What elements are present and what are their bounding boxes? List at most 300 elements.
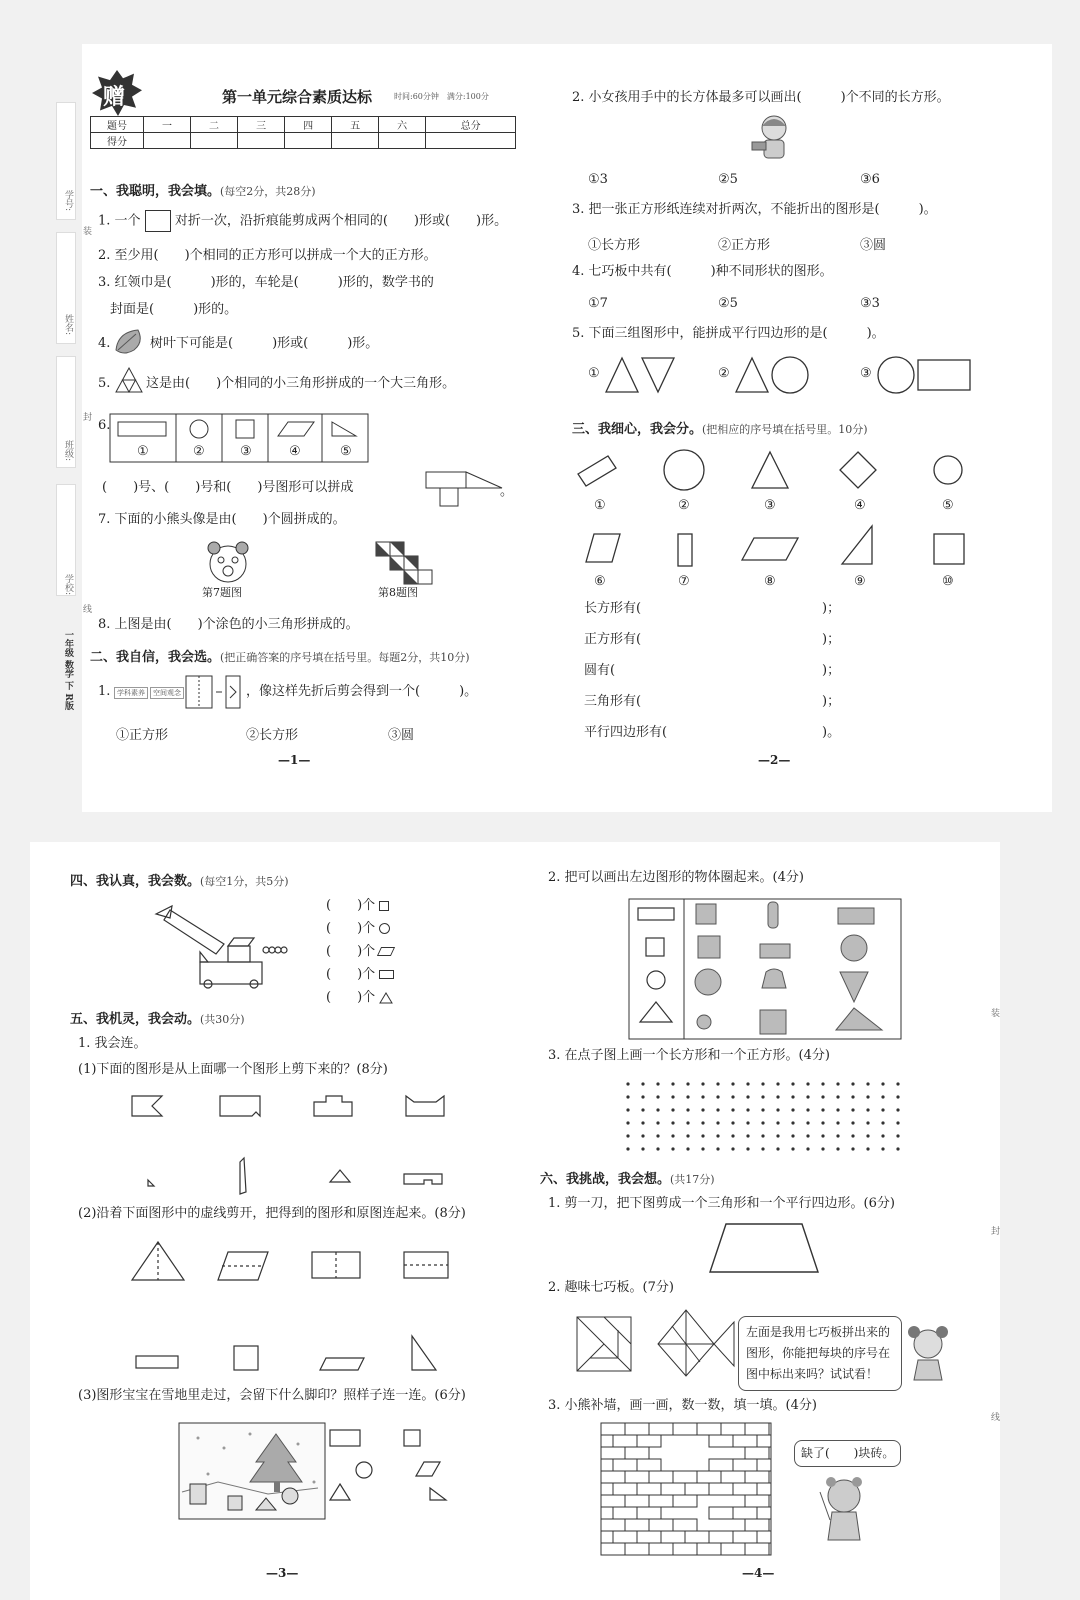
brick [769,1447,771,1459]
q2-2-opt-1[interactable]: ①3 [588,172,608,187]
brick [613,1459,637,1471]
grid-dot[interactable] [866,1082,869,1085]
grid-dot[interactable] [866,1121,869,1124]
grid-dot[interactable] [671,1121,674,1124]
grid-dot[interactable] [746,1082,749,1085]
brick [745,1447,769,1459]
grid-dot[interactable] [791,1095,794,1098]
triangle-and-circle [734,356,810,394]
grid-dot[interactable] [896,1082,899,1085]
score-head: 一 [144,117,191,133]
grid-dot[interactable] [716,1095,719,1098]
triangle-of-triangles-icon [114,366,144,394]
brick [601,1543,625,1555]
grid-dot[interactable] [896,1147,899,1150]
grid-dot[interactable] [686,1134,689,1137]
shape-num-8: ⑧ [764,574,776,589]
score-cell[interactable] [379,133,426,149]
q6-shapes-panel [110,414,368,462]
grid-dot[interactable] [641,1108,644,1111]
bubble-line: 图形，你能把每块的序号在 [746,1346,891,1360]
brick [601,1471,625,1483]
grid-dot[interactable] [746,1108,749,1111]
grid-dot[interactable] [641,1147,644,1150]
brick [649,1423,673,1435]
brick [709,1459,733,1471]
shape-num-6: ⑥ [594,574,606,589]
tag-literacy: 学科素养 [114,687,148,699]
page-number-3: —3— [266,1566,299,1580]
score-cell[interactable] [191,133,238,149]
q2-2: 2. 小女孩用手中的长方体最多可以画出( )个不同的长方形。 [572,90,950,105]
grid-dot[interactable] [776,1147,779,1150]
q2-1-opt-2[interactable]: ②长方形 [246,728,299,743]
grid-dot[interactable] [776,1121,779,1124]
brick [757,1507,771,1519]
brick [601,1483,613,1495]
grid-dot[interactable] [746,1121,749,1124]
brick [709,1507,733,1519]
grid-dot[interactable] [821,1147,824,1150]
grid-dot[interactable] [731,1134,734,1137]
shape-num-5: ⑤ [942,498,954,513]
q2-3-opt-3[interactable]: ③圆 [860,238,887,253]
brick [733,1507,757,1519]
brick [625,1543,649,1555]
score-table [90,116,516,149]
grid-dot[interactable] [881,1121,884,1124]
grid-dot[interactable] [716,1082,719,1085]
grid-dot[interactable] [866,1108,869,1111]
brick [625,1471,649,1483]
q6-1: 1. 剪一刀，把下图剪成一个三角形和一个平行四边形。(6分) [548,1196,895,1211]
grid-dot[interactable] [671,1108,674,1111]
grid-dot[interactable] [626,1134,629,1137]
grid-dot[interactable] [656,1082,659,1085]
q2-5-opt-3[interactable]: ③ [860,366,872,381]
grid-dot[interactable] [821,1108,824,1111]
grid-dot[interactable] [686,1108,689,1111]
brick [733,1459,757,1471]
grid-dot[interactable] [716,1134,719,1137]
grid-dot[interactable] [731,1095,734,1098]
grid-dot[interactable] [701,1147,704,1150]
grid-dot[interactable] [806,1108,809,1111]
brick [709,1435,733,1447]
shape-num-3: ③ [764,498,776,513]
grid-dot[interactable] [866,1134,869,1137]
brick [745,1495,769,1507]
brick [673,1471,697,1483]
q5-3: 3. 在点子图上画一个长方形和一个正方形。(4分) [548,1048,830,1063]
grid-dot[interactable] [626,1121,629,1124]
grid-dot[interactable] [731,1121,734,1124]
grid-dot[interactable] [761,1095,764,1098]
brick [673,1495,697,1507]
grid-dot[interactable] [671,1134,674,1137]
side-mark-1: 装 [81,226,91,235]
grid-dot[interactable] [761,1147,764,1150]
q2-3-opt-2[interactable]: ②正方形 [718,238,771,253]
brick [673,1519,697,1531]
tangram-speech-bubble [738,1316,902,1391]
caption-q8: 第8题图 [378,586,418,599]
brick [613,1435,637,1447]
brick [769,1471,771,1483]
brick [721,1471,745,1483]
section-3-title: 三、我细心，我会分。(把相应的序号填在括号里。10分) [572,422,868,437]
brick [601,1459,613,1471]
grid-dot[interactable] [791,1121,794,1124]
grid-dot[interactable] [806,1121,809,1124]
answer-line-triangle-end: )； [822,694,841,709]
grid-dot[interactable] [791,1134,794,1137]
shape-num-1: ① [594,498,606,513]
grid-dot[interactable] [791,1147,794,1150]
brick [685,1483,709,1495]
grid-dot[interactable] [851,1121,854,1124]
q2-5-opt-1[interactable]: ① [588,366,600,381]
grid-dot[interactable] [776,1082,779,1085]
grid-dot[interactable] [821,1134,824,1137]
brick [637,1435,661,1447]
brick [601,1519,625,1531]
grid-dot[interactable] [836,1082,839,1085]
grid-dot[interactable] [776,1095,779,1098]
grid-dot[interactable] [716,1108,719,1111]
q6-label-5: ⑤ [340,444,352,459]
grid-dot[interactable] [701,1095,704,1098]
count-row-rectangle: ( )个 [326,967,394,983]
grid-dot[interactable] [656,1108,659,1111]
grid-dot[interactable] [641,1134,644,1137]
grid-dot[interactable] [836,1134,839,1137]
page-number-1: —1— [278,753,311,767]
grid-dot[interactable] [851,1134,854,1137]
brick [625,1519,649,1531]
grid-dot[interactable] [881,1134,884,1137]
brick [697,1423,721,1435]
grid-dot[interactable] [896,1134,899,1137]
right-mark-3: 线 [989,1412,999,1421]
brick [649,1471,673,1483]
right-mark-2: 封 [989,1226,999,1235]
brick [769,1423,771,1435]
grid-dot[interactable] [881,1082,884,1085]
q1-8: 8. 上图是由( )个涂色的小三角形拼成的。 [98,617,359,632]
grid-dot[interactable] [866,1147,869,1150]
grid-dot[interactable] [686,1095,689,1098]
q1-6: 6. [98,418,111,433]
q2-4-opt-1[interactable]: ①7 [588,296,608,311]
brick [637,1507,661,1519]
q1-4: 4. [98,336,111,351]
grid-dot[interactable] [686,1121,689,1124]
brick [637,1483,661,1495]
brick [757,1483,771,1495]
tag-spatial: 空间观念 [150,687,184,699]
brick [733,1483,757,1495]
brick [649,1519,673,1531]
grid-dot[interactable] [761,1082,764,1085]
brick [625,1423,649,1435]
grid-dot[interactable] [671,1082,674,1085]
grid-dot[interactable] [701,1082,704,1085]
small-square-box [145,210,171,232]
section-2-title: 二、我自信，我会选。(把正确答案的序号填在括号里。每题2分，共10分) [90,650,470,665]
side-label-school: 学校: [63,574,73,596]
brick [745,1471,769,1483]
shape-num-4: ④ [854,498,866,513]
brick [637,1531,661,1543]
brick [769,1543,771,1555]
q6-label-3: ③ [240,444,252,459]
q1-1: 1. 一个 对折一次，沿折痕能剪成两个相同的( )形或( )形。 [98,210,507,232]
bear-avatar [814,1472,874,1542]
q6-label-2: ② [193,444,205,459]
sheet-pages-1-2 [82,44,1052,812]
grid-dot[interactable] [671,1095,674,1098]
brick [769,1519,771,1531]
grid-dot[interactable] [896,1108,899,1111]
count-row-square: ( )个 [326,898,389,914]
spine-label: 一年级 数学 下 R版 [63,630,73,710]
answer-line-parallelogram-end: )。 [822,725,841,740]
grid-dot[interactable] [881,1095,884,1098]
score-cell[interactable] [332,133,379,149]
brick [625,1447,649,1459]
grid-dot[interactable] [701,1108,704,1111]
q6-label-4: ④ [289,444,301,459]
grid-dot[interactable] [716,1121,719,1124]
score-cell[interactable] [238,133,285,149]
brick [613,1507,637,1519]
answer-line-circle: 圆有( [584,663,616,678]
grid-dot[interactable] [656,1121,659,1124]
grid-dot[interactable] [791,1108,794,1111]
brick [601,1447,625,1459]
grid-dot[interactable] [821,1121,824,1124]
circle-and-rectangle [878,356,972,394]
q2-1-opt-3[interactable]: ③圆 [388,728,415,743]
grid-dot[interactable] [761,1108,764,1111]
dashed-cut-shapes [130,1238,470,1378]
grid-dot[interactable] [836,1108,839,1111]
grid-dot[interactable] [641,1121,644,1124]
dot-grid [622,1080,902,1154]
grid-dot[interactable] [626,1108,629,1111]
side-label-name: 姓名: [63,314,73,336]
grid-dot[interactable] [626,1147,629,1150]
grid-dot[interactable] [641,1082,644,1085]
q5-1-3: (3)图形宝宝在雪地里走过，会留下什么脚印？照样子连一连。(6分) [78,1388,466,1403]
brick [661,1483,685,1495]
grid-dot[interactable] [746,1134,749,1137]
brick-wall [600,1422,772,1556]
grid-dot[interactable] [791,1082,794,1085]
grid-dot[interactable] [806,1134,809,1137]
fold-cut-figure [186,674,244,710]
grid-dot[interactable] [686,1147,689,1150]
grid-dot[interactable] [896,1121,899,1124]
q5-2: 2. 把可以画出左边图形的物体圈起来。(4分) [548,870,804,885]
grid-dot[interactable] [836,1147,839,1150]
q2-4: 4. 七巧板中共有( )种不同形状的图形。 [572,264,833,279]
score-head: 六 [379,117,426,133]
grid-dot[interactable] [806,1095,809,1098]
q2-3-opt-1[interactable]: ①长方形 [588,238,641,253]
grid-dot[interactable] [881,1108,884,1111]
brick [601,1531,613,1543]
brick [757,1435,771,1447]
grid-dot[interactable] [761,1134,764,1137]
grid-dot[interactable] [701,1134,704,1137]
count-row-triangle: ( )个 [326,990,393,1006]
grid-dot[interactable] [896,1095,899,1098]
q2-5-opt-2[interactable]: ② [718,366,730,381]
page-title: 第一单元综合素质达标 [222,88,373,106]
q1-4-text: 树叶下可能是( )形或( )形。 [150,336,379,351]
brick [757,1531,771,1543]
bubble-line: 左面是我用七巧板拼出来的 [746,1325,891,1339]
brick [709,1483,733,1495]
q2-2-opt-2[interactable]: ②5 [718,172,738,187]
score-cell[interactable] [426,133,516,149]
grid-dot[interactable] [746,1095,749,1098]
brick [709,1531,733,1543]
side-mark-3: 线 [81,604,91,613]
q2-3: 3. 把一张正方形纸连续对折两次，不能折出的图形是( )。 [572,202,937,217]
sheet-pages-3-4 [30,842,1000,1600]
section-4-title: 四、我认真，我会数。(每空1分，共5分) [70,874,289,889]
q1-7: 7. 下面的小熊头像是由( )个圆拼成的。 [98,512,346,527]
answer-line-rectangle: 长方形有( [584,601,642,616]
two-triangles [604,356,676,394]
grid-dot[interactable] [851,1108,854,1111]
grid-dot[interactable] [776,1108,779,1111]
grid-dot[interactable] [851,1147,854,1150]
page-number-2: —2— [758,753,791,767]
bear-head-figure [206,540,252,584]
score-head: 得分 [91,133,144,149]
q2-1-opt-1[interactable]: ①正方形 [116,728,169,743]
q6-label-1: ① [137,444,149,459]
brick [721,1543,745,1555]
score-head: 总分 [426,117,516,133]
q6-2: 2. 趣味七巧板。(7分) [548,1280,674,1295]
q2-4-opt-2[interactable]: ②5 [718,296,738,311]
q5-1-1: (1)下面的图形是从上面哪一个图形上剪下来的？(8分) [78,1062,388,1077]
brick [649,1495,673,1507]
q6-3: 3. 小熊补墙，画一画，数一数，填一填。(4分) [548,1398,817,1413]
count-row-parallelogram: ( )个 [326,944,393,960]
q1-5-text: 这是由( )个相同的小三角形拼成的一个大三角形。 [146,376,456,391]
girl-with-box-illustration [752,112,798,160]
grid-dot[interactable] [671,1147,674,1150]
grid-dot[interactable] [716,1147,719,1150]
grid-dot[interactable] [731,1082,734,1085]
grid-dot[interactable] [731,1108,734,1111]
combined-shape [426,470,504,508]
brick [733,1531,757,1543]
grid-dot[interactable] [821,1082,824,1085]
object-shape-grid [628,898,902,1040]
score-head: 二 [191,117,238,133]
shape-num-10: ⑩ [942,574,954,589]
side-label-student-no: 学号: [63,190,73,212]
grid-dot[interactable] [836,1095,839,1098]
section-5-title: 五、我机灵，我会动。(共30分) [70,1012,245,1027]
score-head: 三 [238,117,285,133]
brick [685,1531,709,1543]
bubble-line: 图中标出来吗？试试看！ [746,1367,879,1381]
grid-dot[interactable] [686,1082,689,1085]
score-cell[interactable] [285,133,332,149]
grid-dot[interactable] [866,1095,869,1098]
grid-dot[interactable] [746,1147,749,1150]
q1-6-text: ( )号、( )号和( )号图形可以拼成 [102,480,354,495]
count-row-circle: ( )个 [326,921,390,937]
brick [649,1543,673,1555]
grid-dot[interactable] [851,1082,854,1085]
side-label-class: 班级: [63,440,73,462]
grid-dot[interactable] [626,1095,629,1098]
grid-dot[interactable] [641,1095,644,1098]
grid-dot[interactable] [776,1134,779,1137]
shape-num-2: ② [678,498,690,513]
q2-5: 5. 下面三组图形中，能拼成平行四边形的是( )。 [572,326,885,341]
q5-1: 1. 我会连。 [78,1036,147,1051]
grid-dot[interactable] [626,1082,629,1085]
q5-1-2: (2)沿着下面图形中的虚线剪开，把得到的图形和原图连起来。(8分) [78,1206,466,1221]
brick [697,1471,721,1483]
grid-dot[interactable] [806,1147,809,1150]
q2-4-opt-3[interactable]: ③3 [860,296,880,311]
grid-dot[interactable] [731,1147,734,1150]
grid-dot[interactable] [821,1095,824,1098]
q1-2: 2. 至少用( )个相同的正方形可以拼成一个大的正方形。 [98,248,437,263]
grid-dot[interactable] [656,1095,659,1098]
q1-5: 5. [98,376,111,391]
q2-2-opt-3[interactable]: ③6 [860,172,880,187]
brick [601,1435,613,1447]
score-cell[interactable] [144,133,191,149]
grid-dot[interactable] [851,1095,854,1098]
brick [745,1543,769,1555]
grid-dot[interactable] [656,1147,659,1150]
grid-dot[interactable] [761,1121,764,1124]
grid-dot[interactable] [701,1121,704,1124]
grid-dot[interactable] [836,1121,839,1124]
grid-dot[interactable] [656,1134,659,1137]
brick [613,1483,637,1495]
bear-speech-bubble: 缺了( )块砖。 [794,1440,901,1467]
answer-line-square-end: )； [822,632,841,647]
brick [673,1543,697,1555]
brick [637,1459,661,1471]
brick [601,1495,625,1507]
grid-dot[interactable] [806,1082,809,1085]
brick [601,1423,625,1435]
grid-dot[interactable] [881,1147,884,1150]
answer-line-circle-end: )； [822,663,841,678]
brick [745,1519,769,1531]
caption-q7: 第7题图 [202,586,242,599]
badge-text: 赠 [103,84,126,110]
score-head: 四 [285,117,332,133]
footprint-options [328,1424,458,1506]
brick [757,1459,771,1471]
